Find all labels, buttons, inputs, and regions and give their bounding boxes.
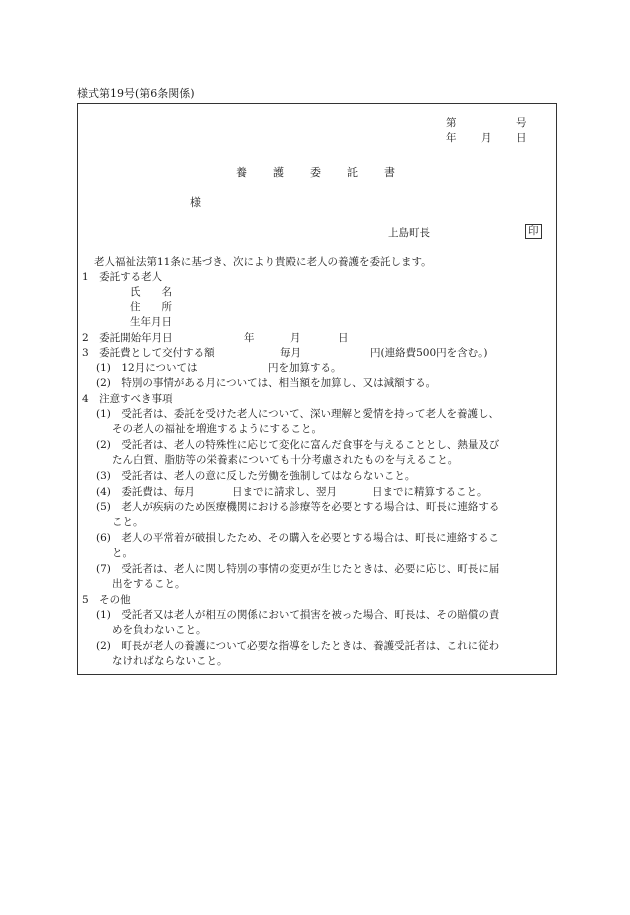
date-month: 月	[481, 132, 492, 144]
section3-item1-a: (1) 12月については	[96, 362, 198, 374]
name-label: 氏 名	[130, 286, 172, 298]
section4-item3: (3) 受託者は、老人の意に反した労働を強制してはならないこと。	[96, 470, 416, 482]
title-char: 委	[310, 166, 321, 179]
section4-item1-cont: その老人の福祉を増進するようにすること。	[112, 423, 322, 435]
issuer-name: 上島町長	[388, 227, 430, 239]
start-year: 年	[244, 332, 255, 344]
section3-item1-b: 円を加算する。	[268, 362, 342, 374]
section4-item5: (5) 老人が疾病のため医療機関における診療等を必要とする場合は、町長に連絡する	[96, 501, 500, 513]
section2-heading: 2 委託開始年月日	[82, 332, 173, 344]
section4-item7-cont: 出をすること。	[112, 578, 186, 590]
form-number-label: 様式第19号(第6条関係)	[77, 87, 195, 100]
title-char: 書	[384, 166, 395, 179]
addressee-suffix: 様	[190, 196, 201, 209]
seal-mark: 印	[525, 224, 542, 239]
section5-item1-cont: めを負わないこと。	[112, 624, 207, 636]
section5-heading: 5 その他	[82, 594, 131, 606]
start-month: 月	[290, 332, 301, 344]
section4-item5-cont: こと。	[112, 516, 144, 528]
section4-item4-b: 日までに請求し、翌月	[232, 486, 337, 498]
title-char: 託	[347, 166, 358, 179]
section5-item2: (2) 町長が老人の養護について必要な指導をしたときは、養護受託者は、これに従わ	[96, 640, 500, 652]
section4-item4-c: 日までに精算すること。	[372, 486, 488, 498]
section4-item6-cont: と。	[112, 547, 133, 559]
section4-item2: (2) 受託者は、老人の特殊性に応じて変化に富んだ食事を与えることとし、熱量及び	[96, 439, 500, 451]
section4-item1: (1) 受託者は、委託を受けた老人について、深い理解と愛情を持って老人を養護し、	[96, 408, 499, 420]
date-year: 年	[446, 132, 457, 144]
section3-item2: (2) 特別の事情がある月については、相当額を加算し、又は減額する。	[96, 377, 437, 389]
yen-note: 円(連絡費500円を含む。)	[370, 347, 488, 359]
section5-item1: (1) 受託者又は老人が相互の関係において損害を被った場合、町長は、その賠償の責	[96, 609, 500, 621]
intro-text: 老人福祉法第11条に基づき、次により貴殿に老人の養護を委託します。	[94, 256, 432, 268]
monthly-label: 毎月	[280, 347, 301, 359]
number-suffix: 号	[516, 117, 527, 129]
document-title	[236, 166, 421, 180]
birth-date-label: 生年月日	[130, 316, 172, 328]
section3-heading: 3 委託費として交付する額	[82, 347, 215, 359]
address-label: 住 所	[130, 301, 172, 313]
section4-heading: 4 注意すべき事項	[82, 393, 173, 405]
section1-heading: 1 委託する老人	[82, 271, 163, 283]
section4-item2-cont: たん白質、脂肪等の栄養素についても十分考慮されたものを与えること。	[112, 454, 459, 466]
title-char: 護	[273, 166, 284, 179]
section4-item4-a: (4) 委託費は、毎月	[96, 486, 195, 498]
section4-item7: (7) 受託者は、老人に関し特別の事情の変更が生じたときは、必要に応じ、町長に届	[96, 563, 500, 575]
number-prefix: 第	[446, 117, 457, 129]
start-day: 日	[338, 332, 349, 344]
section5-item2-cont: なければならないこと。	[112, 655, 228, 667]
date-day: 日	[516, 132, 527, 144]
section4-item6: (6) 老人の平常着が破損したため、その購入を必要とする場合は、町長に連絡するこ	[96, 532, 499, 544]
title-char: 養	[236, 166, 247, 179]
